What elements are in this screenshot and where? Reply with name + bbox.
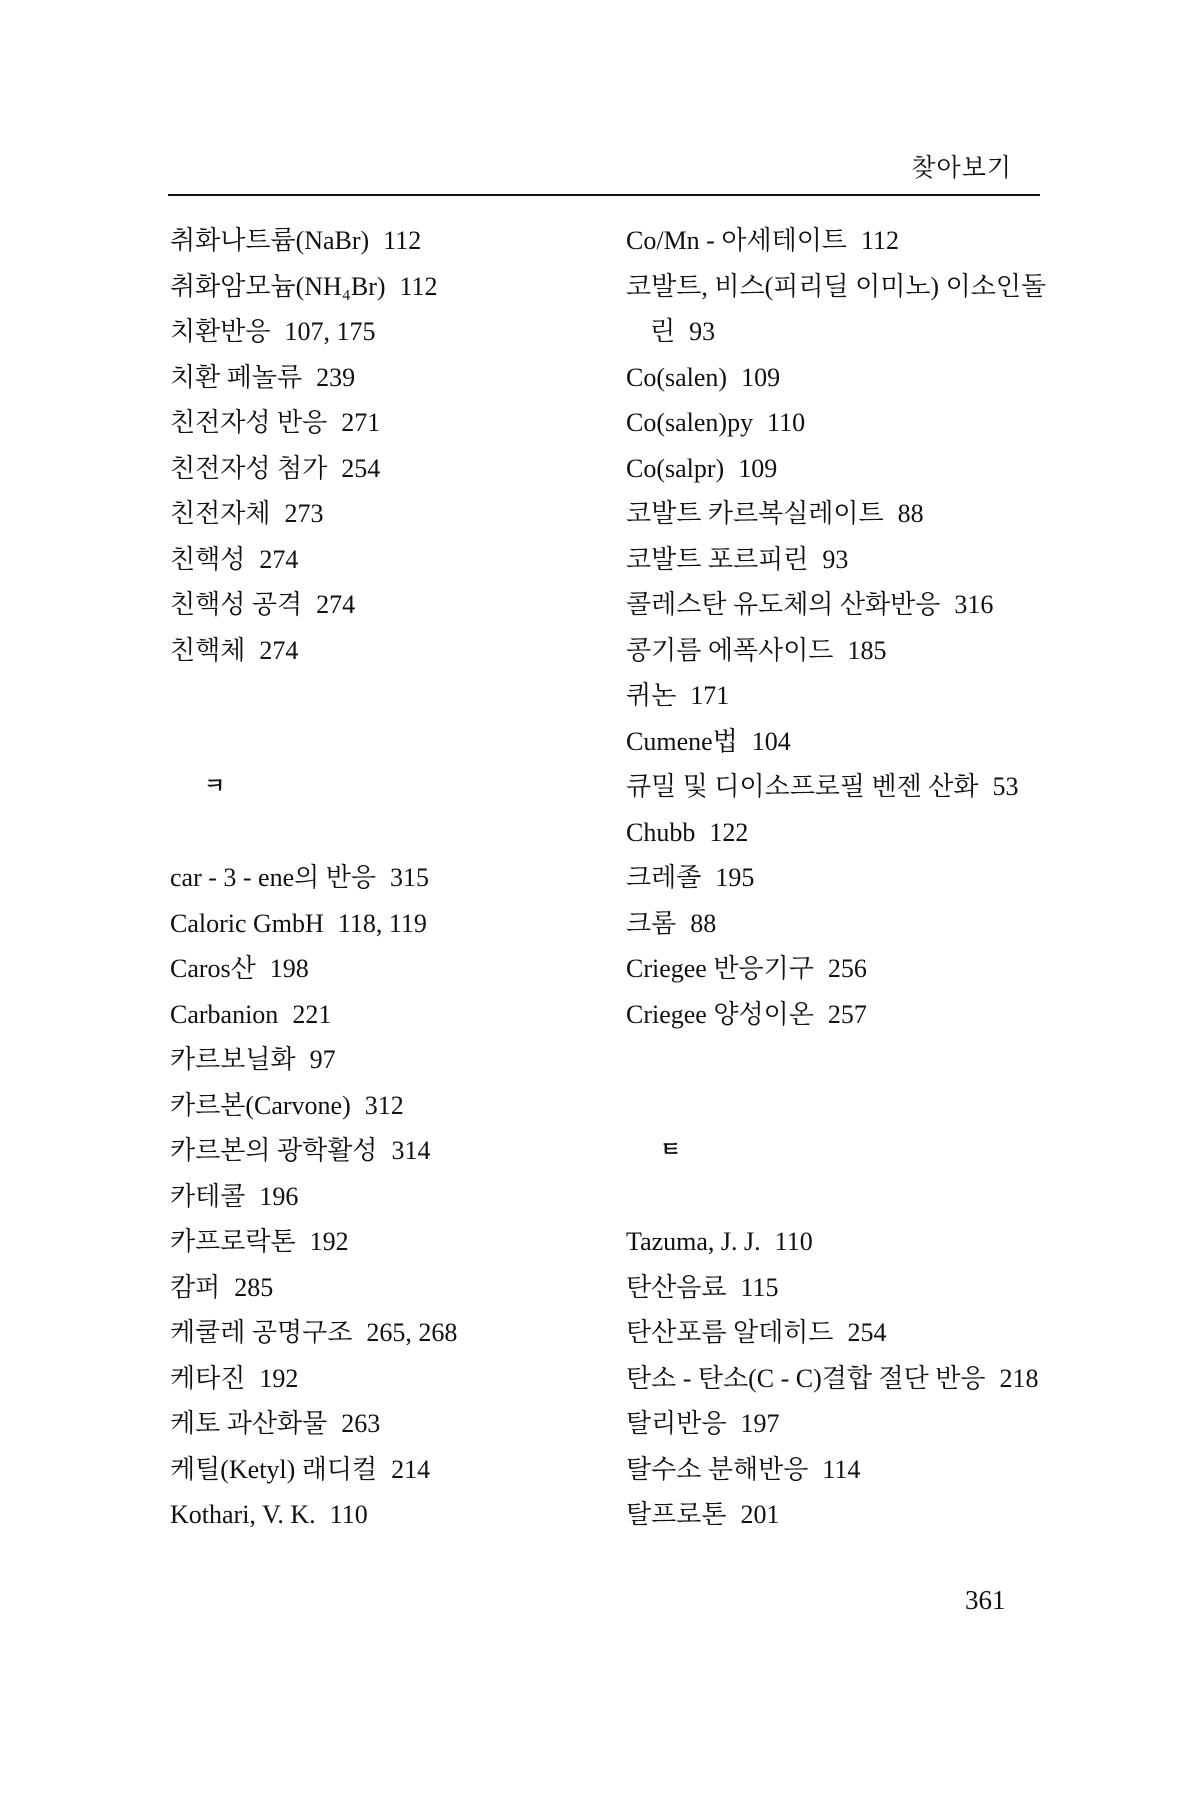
index-entry <box>626 537 1046 583</box>
index-entry <box>626 1356 1046 1402</box>
index-page-refs: 196 <box>259 1181 299 1211</box>
index-entry <box>626 1401 1046 1447</box>
index-term: 린 <box>650 317 676 346</box>
index-term: 카르본(Carvone) <box>170 1090 351 1120</box>
index-page-refs: 112 <box>399 271 438 301</box>
index-entry <box>170 901 610 947</box>
index-entry <box>626 582 1046 628</box>
index-page-refs: 110 <box>774 1227 813 1256</box>
index-entry <box>626 628 1046 674</box>
index-entry <box>170 1174 610 1220</box>
index-entry <box>170 491 610 537</box>
index-term: 콩기름 에폭사이드 <box>626 635 834 665</box>
index-entry <box>626 264 1046 310</box>
blank-line <box>170 810 610 856</box>
index-term: 친핵성 공격 <box>170 590 303 619</box>
index-term: 캄퍼 <box>170 1272 221 1302</box>
index-term: 카테콜 <box>170 1181 246 1211</box>
index-term: Co(salpr) <box>626 453 725 483</box>
index-page-refs: 192 <box>259 1363 299 1393</box>
index-page-refs: 192 <box>309 1227 349 1256</box>
index-term: 콜레스탄 유도체의 산화반응 <box>626 590 941 619</box>
index-page-refs: 107, 175 <box>284 317 376 346</box>
index-entry <box>170 1310 610 1356</box>
section-heading: ㅌ <box>660 1138 682 1163</box>
index-term: 취화나트륨(NaBr) <box>170 226 370 255</box>
index-term: 친전자성 반응 <box>170 408 328 437</box>
index-page-refs: 195 <box>715 863 755 892</box>
index-entry <box>170 446 610 492</box>
index-term: 크롬 <box>626 908 677 938</box>
index-column-left <box>170 218 610 1538</box>
index-term: 큐밀 및 디이소프로필 벤젠 산화 <box>626 772 979 801</box>
blank-line <box>626 1037 1046 1083</box>
index-term: 케틸(Ketyl) 래디컬 <box>170 1454 378 1484</box>
index-term: 퀴논 <box>626 681 677 710</box>
index-entry <box>626 491 1046 537</box>
index-term: 케타진 <box>170 1363 246 1393</box>
index-page-refs: 254 <box>847 1318 887 1347</box>
index-page-refs: 114 <box>822 1454 861 1484</box>
index-entry <box>170 218 610 264</box>
index-entry <box>170 1083 610 1129</box>
index-entry <box>626 1265 1046 1311</box>
index-term: 친핵성 <box>170 544 246 574</box>
index-entry <box>170 992 610 1038</box>
index-term: 탈프로톤 <box>626 1500 727 1529</box>
index-term: Cumene법 <box>626 726 738 756</box>
index-entry <box>170 1037 610 1083</box>
index-entry <box>626 810 1046 856</box>
blank-line <box>170 719 610 765</box>
index-term: 취화암모늄(NH₄Br) <box>170 271 386 301</box>
index-entry <box>170 400 610 446</box>
index-term: 크레졸 <box>626 863 702 892</box>
page-number: 361 <box>965 1585 1006 1615</box>
index-entry <box>170 1219 610 1265</box>
index-page-refs: 221 <box>292 999 332 1029</box>
index-term: 치환 페놀류 <box>170 362 303 392</box>
index-page-refs: 265, 268 <box>366 1318 458 1347</box>
index-entry <box>170 537 610 583</box>
index-entry <box>626 901 1046 947</box>
index-term: Co(salen)py <box>626 408 754 437</box>
index-page-refs: 315 <box>389 863 429 892</box>
index-entry <box>626 946 1046 992</box>
index-page-refs: 274 <box>259 544 299 574</box>
index-page-refs: 257 <box>827 999 867 1029</box>
index-term: 탈수소 분해반응 <box>626 1454 809 1484</box>
index-entry <box>626 218 1046 264</box>
index-entry <box>170 264 610 310</box>
index-page-refs: 316 <box>954 590 994 619</box>
index-entry <box>170 1356 610 1402</box>
index-entry <box>626 400 1046 446</box>
index-entry <box>626 855 1046 901</box>
index-page-refs: 110 <box>767 408 806 437</box>
index-page-refs: 271 <box>341 408 381 437</box>
index-entry <box>170 1492 610 1538</box>
index-entry <box>626 355 1046 401</box>
index-term: 친핵체 <box>170 635 246 665</box>
index-page-refs: 97 <box>309 1045 336 1074</box>
index-term: 탈리반응 <box>626 1409 727 1438</box>
blank-line <box>626 1083 1046 1129</box>
index-term: Caros산 <box>170 954 256 983</box>
index-term: 케토 과산화물 <box>170 1409 328 1438</box>
blank-line <box>626 1174 1046 1220</box>
index-term: car - 3 - ene의 반응 <box>170 863 376 892</box>
index-page-refs: 273 <box>284 499 324 528</box>
index-entry <box>170 1265 610 1311</box>
index-page-refs: 197 <box>740 1409 780 1438</box>
index-entry <box>626 1310 1046 1356</box>
index-term: 카프로락톤 <box>170 1227 296 1256</box>
index-column-right <box>626 218 1046 1538</box>
index-page-refs: 274 <box>259 635 299 665</box>
index-page-refs: 112 <box>383 226 422 255</box>
index-page-refs: 185 <box>847 635 887 665</box>
index-term: 카르보닐화 <box>170 1045 296 1074</box>
index-page-refs: 109 <box>741 362 781 392</box>
index-page-refs: 218 <box>999 1363 1039 1393</box>
index-page-refs: 109 <box>738 453 778 483</box>
index-page-refs: 312 <box>364 1090 404 1120</box>
index-page-refs: 171 <box>690 681 730 710</box>
index-page-refs: 88 <box>897 499 924 528</box>
index-entry <box>170 946 610 992</box>
index-term: 친전자성 첨가 <box>170 453 328 483</box>
index-term: 치환반응 <box>170 317 271 346</box>
index-page-refs: 256 <box>827 954 867 983</box>
index-page-refs: 314 <box>391 1136 431 1165</box>
index-page-refs: 53 <box>992 772 1019 801</box>
index-term: Tazuma, J. J. <box>626 1227 761 1256</box>
blank-line <box>170 673 610 719</box>
index-term: 카르본의 광학활성 <box>170 1136 378 1165</box>
index-term: Kothari, V. K. <box>170 1500 316 1529</box>
index-entry <box>626 446 1046 492</box>
index-page-refs: 122 <box>709 817 749 847</box>
index-entry <box>626 992 1046 1038</box>
index-entry <box>170 1447 610 1493</box>
index-entry <box>626 1219 1046 1265</box>
index-term: 케쿨레 공명구조 <box>170 1318 353 1347</box>
index-page-refs: 112 <box>860 226 899 255</box>
index-entry <box>626 1447 1046 1493</box>
index-page-refs: 254 <box>341 453 381 483</box>
index-page-refs: 274 <box>316 590 356 619</box>
index-entry <box>626 1492 1046 1538</box>
index-term: Criegee 반응기구 <box>626 954 814 983</box>
index-page-refs: 88 <box>690 908 717 938</box>
index-term: Caloric GmbH <box>170 908 324 938</box>
index-page-refs: 115 <box>740 1272 779 1302</box>
index-term: Chubb <box>626 817 696 847</box>
index-term: 코발트 카르복실레이트 <box>626 499 884 528</box>
index-page-refs: 93 <box>822 544 849 574</box>
index-entry <box>626 673 1046 719</box>
index-page-refs: 263 <box>341 1409 381 1438</box>
index-entry-continuation <box>626 309 1046 355</box>
running-header-title: 찾아보기 <box>911 153 1012 182</box>
index-page-refs: 239 <box>316 362 356 392</box>
index-page-refs: 110 <box>329 1500 368 1529</box>
index-term: 탄산포름 알데히드 <box>626 1318 834 1347</box>
index-page-refs: 118, 119 <box>337 908 427 938</box>
index-entry <box>170 309 610 355</box>
index-entry <box>170 1401 610 1447</box>
index-entry <box>626 764 1046 810</box>
index-term: 친전자체 <box>170 499 271 528</box>
index-term: 탄소 - 탄소(C - C)결합 절단 반응 <box>626 1363 986 1393</box>
index-term: 코발트 포르피린 <box>626 544 809 574</box>
index-term: Co/Mn - 아세테이트 <box>626 226 847 255</box>
index-term: Carbanion <box>170 999 279 1029</box>
index-term: 탄산음료 <box>626 1272 727 1302</box>
index-entry <box>626 719 1046 765</box>
index-entry <box>170 582 610 628</box>
index-term: 코발트, 비스(피리딜 이미노) 이소인돌 <box>626 271 1047 301</box>
index-page-refs: 214 <box>391 1454 431 1484</box>
index-entry <box>170 628 610 674</box>
running-header <box>168 148 1040 196</box>
index-entry <box>170 855 610 901</box>
index-entry <box>170 1128 610 1174</box>
index-page-refs: 104 <box>751 726 791 756</box>
index-page-refs: 198 <box>269 954 309 983</box>
section-heading: ㅋ <box>204 774 226 799</box>
index-entry <box>170 355 610 401</box>
index-term: Criegee 양성이온 <box>626 999 814 1029</box>
index-page-refs: 201 <box>740 1500 780 1529</box>
index-page-refs: 93 <box>689 317 716 346</box>
index-term: Co(salen) <box>626 362 728 392</box>
index-page-refs: 285 <box>234 1272 274 1302</box>
